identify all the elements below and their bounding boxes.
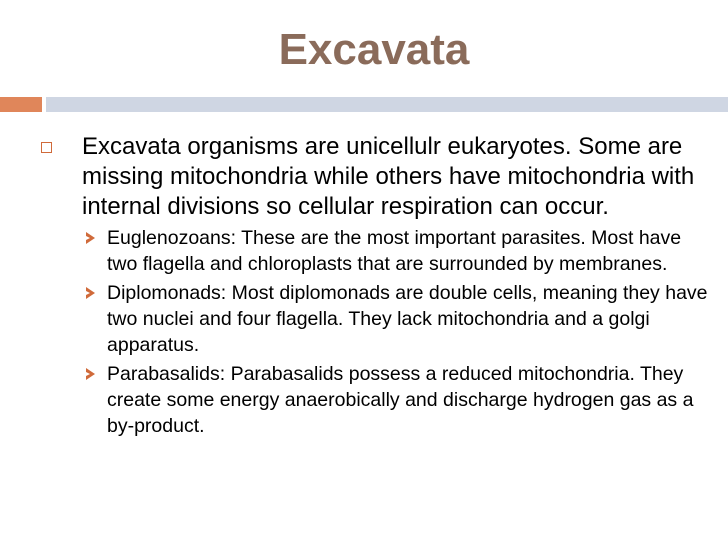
arrowhead-bullet-icon (86, 232, 95, 244)
hollow-square-bullet-icon (41, 142, 52, 153)
sub-bullet-text-parabasalids: Parabasalids: Parabasalids possess a reduced mitochondria. They create some energy anaerobically and discharge hydrogen gas as a by-product. (107, 363, 694, 437)
slide-title: Excavata (278, 25, 470, 74)
title-divider-bar (46, 97, 728, 112)
sub-bullet-list (0, 225, 728, 439)
bullet-item-main (0, 132, 728, 222)
sub-bullet-item (0, 361, 728, 439)
sub-bullet-item (0, 225, 728, 277)
bullet-text-main: Excavata organisms are unicellulr eukaryotes. Some are missing mitochondria while others have mitochondria with internal divisions so cellular respiration can occur. (82, 133, 695, 220)
sub-bullet-item (0, 280, 728, 358)
arrowhead-bullet-icon (86, 368, 95, 380)
title-accent-bar (0, 97, 42, 112)
arrowhead-bullet-icon (86, 287, 95, 299)
sub-bullet-text-diplomonads: Diplomonads: Most diplomonads are double cells, meaning they have two nuclei and four flagella. They lack mitochondria and a golgi apparatus. (107, 282, 708, 356)
sub-bullet-text-euglenozoans: Euglenozoans: These are the most important parasites. Most have two flagella and chloroplasts that are surrounded by membranes. (107, 227, 682, 275)
slide-body (0, 132, 728, 442)
